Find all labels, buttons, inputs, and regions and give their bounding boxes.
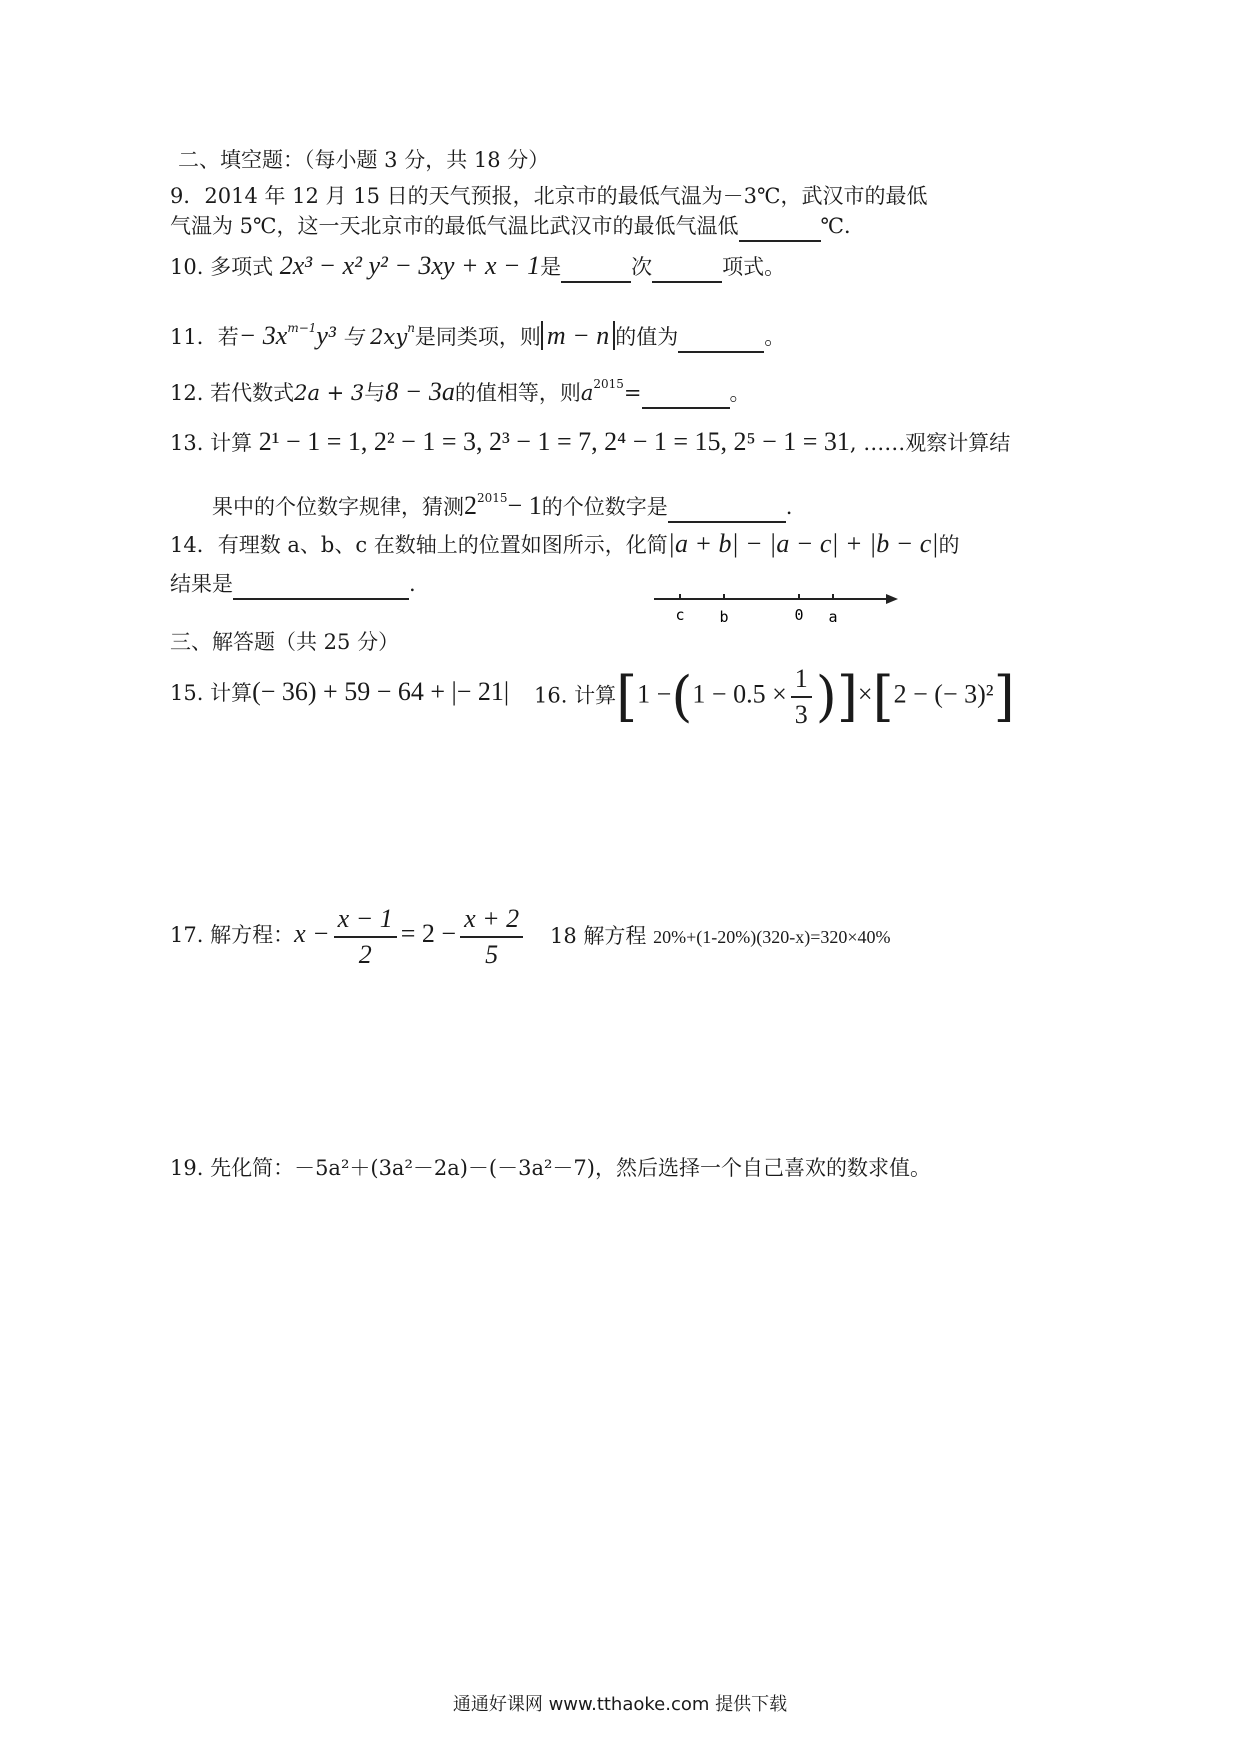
- label-a: a: [828, 608, 838, 626]
- label-c: c: [675, 606, 685, 624]
- q9-text: 气温为 5℃，这一天北京市的最低气温比武汉市的最低气温低: [170, 214, 739, 238]
- q17-num1: x − 1: [334, 902, 397, 938]
- q10-degree-blank: [561, 253, 631, 283]
- q12-a: a: [580, 381, 594, 405]
- question-11: [170, 314, 785, 353]
- q12-end: 。: [729, 381, 751, 405]
- q12-answer-blank: [642, 379, 730, 409]
- section-2-title: 二、填空题：（每小题 3 分，共 18 分）: [178, 148, 550, 172]
- q16-c: 2 − (− 3)²: [893, 679, 994, 709]
- q16-b: 1 − 0.5 ×: [692, 679, 787, 709]
- q17-den1: 2: [358, 939, 372, 969]
- q17-fraction1: [334, 902, 397, 972]
- q11-abs: m − n: [541, 321, 615, 350]
- question-14-line1: [170, 530, 960, 559]
- question-12: [170, 370, 751, 409]
- q14-end: .: [409, 572, 416, 596]
- label-0: 0: [794, 606, 804, 624]
- q10-suffix: 项式。: [722, 255, 786, 279]
- q10-expression: 2x³ − x² y² − 3xy + x − 1: [279, 251, 541, 280]
- q16-a: 1 −: [637, 679, 672, 709]
- q13-line2-suffix: 的个位数字是: [541, 495, 668, 519]
- q11-value: 的值为: [615, 325, 679, 349]
- q11-n: n: [407, 321, 415, 335]
- q16-paren-close: ): [815, 665, 837, 728]
- q12-and: 与: [364, 381, 386, 405]
- q17-prefix: 17. 解方程：: [170, 923, 295, 947]
- label-b: b: [719, 608, 729, 626]
- question-13-line1: [170, 428, 1010, 457]
- q13-line2-prefix: 果中的个位数字规律，猜测: [212, 495, 464, 519]
- question-13-line2: [212, 484, 792, 523]
- question-16: [534, 662, 1015, 732]
- q13-prefix: 13. 计算: [170, 431, 253, 455]
- q16-bracket2-open: [: [872, 665, 894, 728]
- q16-prefix: 16. 计算: [534, 683, 617, 708]
- q14-line2-prefix: 结果是: [170, 572, 233, 596]
- q13-after: , ……观察计算结: [849, 431, 1011, 455]
- q11-answer-blank: [678, 323, 764, 353]
- q16-times: ×: [857, 679, 873, 709]
- q15-expression: (− 36) + 59 − 64 + |− 21|: [252, 677, 510, 706]
- q10-prefix: 10. 多项式: [170, 255, 274, 279]
- q9-answer-blank: [739, 212, 821, 242]
- q10-terms-blank: [652, 253, 722, 283]
- q17-num2: x + 2: [460, 902, 523, 938]
- q16-bracket-open: [: [616, 665, 638, 728]
- q15-prefix: 15. 计算: [170, 681, 253, 705]
- number-line-diagram: [650, 588, 906, 630]
- q10-is: 是: [540, 255, 562, 279]
- q10-mid: 次: [631, 255, 653, 279]
- q13-base: 2: [464, 491, 477, 520]
- q9-unit: ℃．: [820, 214, 866, 238]
- q13-minus: − 1: [507, 491, 542, 520]
- q16-denominator: 3: [794, 700, 808, 729]
- question-9-line2: [170, 212, 865, 242]
- q12-eq: =: [623, 381, 642, 405]
- q11-end: 。: [764, 325, 786, 349]
- question-19: 19. 先化简：－5a²＋(3a²－2a)－(－3a²－7)，然后选择一个自己喜欢的数求值。: [170, 1156, 931, 1180]
- q11-and: 与 2xy: [342, 325, 408, 349]
- footer-source: 通通好课网 www.tthaoke.com 提供下载: [452, 1694, 788, 1715]
- question-18: [550, 922, 891, 951]
- q12-prefix: 12. 若代数式: [170, 381, 295, 405]
- q13-end: .: [785, 495, 793, 519]
- q16-fraction: [791, 662, 812, 732]
- q11-exp: m−1: [287, 321, 317, 335]
- question-9-line1: 9．2014 年 12 月 15 日的天气预报，北京市的最低气温为－3℃，武汉市的最低: [170, 184, 928, 208]
- q11-y3: y³: [316, 321, 336, 350]
- q14-prefix: 14．有理数 a、b、c 在数轴上的位置如图所示，化简: [170, 533, 668, 557]
- question-10: [170, 252, 785, 283]
- q17-fraction2: [460, 902, 523, 972]
- q12-equal: 的值相等，则: [454, 381, 581, 405]
- q13-expression: 2¹ − 1 = 1, 2² − 1 = 3, 2³ − 1 = 7, 2⁴ − 1 = 15, 2⁵ − 1 = 31: [258, 427, 850, 456]
- q13-answer-blank: [668, 493, 786, 523]
- q17-den2: 5: [485, 939, 499, 969]
- q16-bracket-close: ]: [836, 665, 858, 728]
- number-line-arrow: [886, 594, 898, 604]
- q16-paren-open: (: [671, 665, 693, 728]
- question-15: [170, 678, 509, 707]
- q17-eq: = 2 −: [400, 919, 457, 948]
- q12-exp: 2015: [593, 377, 624, 391]
- q14-expression: |a + b| − |a − c| + |b − c|: [667, 529, 939, 558]
- q11-same: 是同类项，则: [414, 325, 541, 349]
- section-3-title: 三、解答题（共 25 分）: [170, 630, 400, 654]
- q18-expression: 20%+(1-20%)(320-x)=320×40%: [653, 927, 891, 947]
- q12-expr2: 8 − 3a: [385, 377, 455, 406]
- q16-bracket2-close: ]: [993, 665, 1015, 728]
- question-14-line2: [170, 570, 416, 600]
- q16-numerator: 1: [791, 662, 812, 698]
- q13-exp: 2015: [477, 491, 508, 505]
- q12-expr1: 2a + 3: [294, 381, 365, 405]
- q14-suffix: 的: [938, 533, 960, 557]
- q17-x: x −: [294, 919, 330, 948]
- question-17: [170, 898, 527, 972]
- q11-term1: − 3x: [238, 321, 288, 350]
- q11-prefix: 11．若: [170, 325, 239, 349]
- q14-answer-blank: [233, 570, 409, 600]
- q18-prefix: 18 解方程: [550, 924, 647, 948]
